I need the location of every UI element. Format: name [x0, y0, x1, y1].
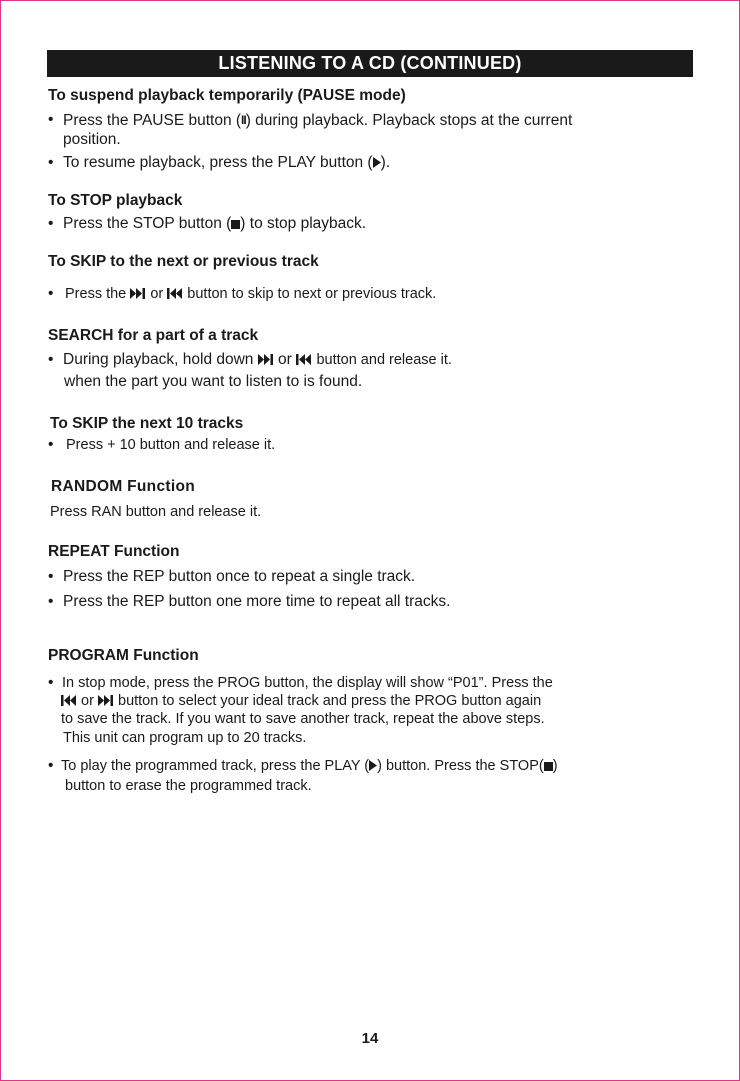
skip-line-mid: or: [150, 286, 164, 302]
pause-line-1-pre: Press the PAUSE button (: [63, 112, 242, 129]
play-icon: [369, 757, 377, 777]
program-line-3: to save the track. If you want to save another track, repeat the above steps.: [61, 711, 545, 727]
bullet: •: [48, 568, 54, 585]
program-line-5-post: ): [552, 758, 558, 774]
repeat-line-2: Press the REP button one more time to repeat all tracks.: [63, 593, 451, 610]
repeat-line-1: Press the REP button once to repeat a single track.: [63, 568, 416, 585]
program-line-2-mid: or: [81, 693, 94, 709]
skip-line: [65, 284, 436, 305]
pause-line-1: [63, 110, 572, 131]
pause-icon: II: [241, 113, 246, 127]
skip10-heading: To SKIP the next 10 tracks: [50, 415, 244, 432]
repeat-heading: REPEAT Function: [48, 543, 180, 560]
program-line-5-mid: ) button. Press the STOP(: [377, 758, 544, 774]
previous-track-icon: [167, 285, 183, 305]
bullet: •: [48, 154, 54, 171]
bullet: •: [48, 757, 54, 774]
page-title: LISTENING TO A CD (CONTINUED): [47, 50, 693, 77]
skip-heading: To SKIP to the next or previous track: [48, 253, 319, 270]
skip10-line: Press + 10 button and release it.: [66, 437, 276, 453]
search-line-2: when the part you want to listen to is found.: [64, 373, 363, 390]
random-line: Press RAN button and release it.: [50, 504, 262, 520]
program-line-5: [61, 756, 558, 777]
skip-line-pre: Press the: [65, 286, 127, 302]
next-track-icon: [130, 285, 146, 305]
bullet: •: [48, 351, 54, 368]
stop-line-pre: Press the STOP button (: [63, 215, 232, 232]
stop-icon: [544, 757, 553, 777]
program-line-4: This unit can program up to 20 tracks.: [63, 730, 307, 746]
next-track-icon: [258, 351, 274, 371]
search-heading: SEARCH for a part of a track: [48, 327, 259, 344]
program-line-6: button to erase the programmed track.: [65, 778, 312, 794]
program-line-2-post: button to select your ideal track and press the PROG button again: [118, 693, 542, 709]
stop-line-post: ) to stop playback.: [240, 215, 367, 232]
program-line-1: In stop mode, press the PROG button, the display will show “P01”. Press the: [62, 675, 553, 691]
page-number: 14: [361, 1030, 379, 1047]
play-icon: [373, 154, 381, 174]
search-line-1-post: button and release it.: [316, 352, 452, 368]
search-line-1-pre: During playback, hold down: [63, 351, 254, 368]
pause-line-2: position.: [63, 131, 121, 148]
bullet: •: [48, 593, 54, 610]
search-line-1: [63, 350, 452, 371]
resume-line-pre: To resume playback, press the PLAY button (: [63, 154, 373, 171]
stop-line: [63, 214, 366, 235]
random-heading: RANDOM Function: [51, 478, 195, 495]
bullet: •: [48, 436, 54, 453]
resume-line-post: ).: [380, 154, 391, 171]
pause-line-1-post: ) during playback. Playback stops at the current: [245, 112, 573, 129]
bullet: •: [48, 285, 54, 302]
search-line-1-mid: or: [278, 351, 292, 368]
program-heading: PROGRAM Function: [48, 647, 199, 664]
skip-line-post: button to skip to next or previous track.: [187, 286, 437, 302]
bullet: •: [48, 674, 54, 691]
previous-track-icon: [296, 351, 312, 371]
resume-line: [63, 153, 390, 174]
stop-icon: [231, 215, 240, 235]
bullet: •: [48, 215, 54, 232]
program-line-5-pre: To play the programmed track, press the PLAY (: [61, 758, 370, 774]
stop-heading: To STOP playback: [48, 192, 183, 209]
pause-heading: To suspend playback temporarily (PAUSE mode): [48, 87, 406, 104]
bullet: •: [48, 111, 54, 128]
